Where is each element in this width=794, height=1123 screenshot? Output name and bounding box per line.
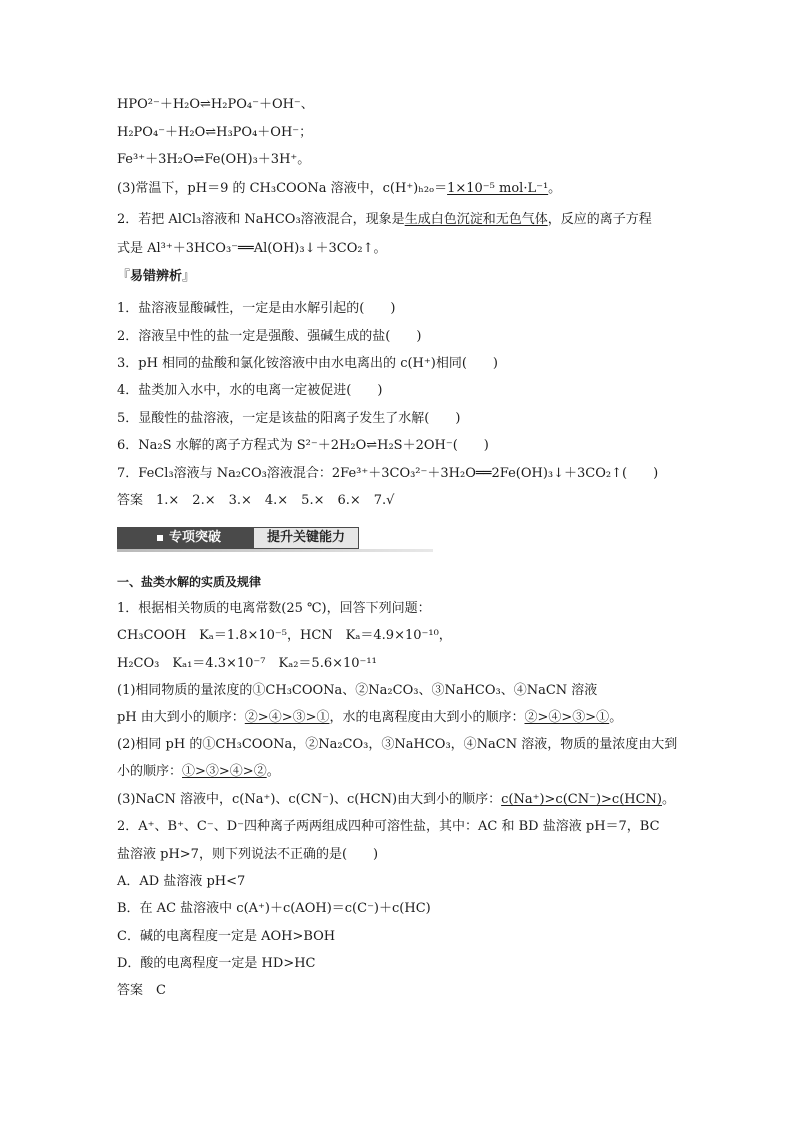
part-3-end: 。 bbox=[662, 792, 676, 807]
bracket-close: 』 bbox=[182, 269, 196, 284]
option-a: A．AD 盐溶液 pH<7 bbox=[117, 874, 246, 889]
part-3-text: (3)NaCN 溶液中，c(Na⁺)、c(CN⁻)、c(HCN)由大到小的顺序： bbox=[117, 792, 502, 807]
question-2-line-1 bbox=[117, 211, 652, 229]
error-item-1: 1．盐溶液显酸碱性，一定是由水解引起的( ) bbox=[117, 301, 396, 316]
part-1-end: 。 bbox=[609, 710, 623, 725]
bracket-open: 『 bbox=[117, 269, 131, 284]
banner-subtitle: 提升关键能力 bbox=[253, 527, 359, 549]
error-item-2: 2．溶液呈中性的盐一定是强酸、强碱生成的盐( ) bbox=[117, 329, 422, 344]
part-2-text: 小的顺序： bbox=[117, 764, 183, 779]
constants-line-2: H₂CO₃ Kₐ₁＝4.3×10⁻⁷ Kₐ₂＝5.6×10⁻¹¹ bbox=[117, 656, 377, 671]
part-1-text-mid: ，水的电离程度由大到小的顺序： bbox=[329, 710, 525, 725]
error-answer: 答案 1.× 2.× 3.× 4.× 5.× 6.× 7.√ bbox=[117, 493, 395, 508]
question-1-stem: 1．根据相关物质的电离常数(25 ℃)，回答下列问题： bbox=[117, 601, 431, 616]
error-item-4: 4．盐类加入水中，水的电离一定被促进( ) bbox=[117, 383, 383, 398]
equation-fe: Fe³⁺＋3H₂O⇌Fe(OH)₃＋3H⁺。 bbox=[117, 152, 311, 167]
part-2-answer: ①>③>④>② bbox=[182, 764, 267, 779]
error-item-6: 6．Na₂S 水解的离子方程式为 S²⁻＋2H₂O⇌H₂S＋2OH⁻( ) bbox=[117, 438, 489, 453]
part-1-text: pH 由大到小的顺序： bbox=[117, 710, 245, 725]
part-2-end: 。 bbox=[266, 764, 280, 779]
error-analysis-title: 易错辨析 bbox=[130, 269, 183, 284]
question-3-answer: 1×10⁻⁵ mol·L⁻¹ bbox=[447, 181, 549, 196]
option-c: C．碱的电离程度一定是 AOH>BOH bbox=[117, 929, 336, 944]
part-2-line-2 bbox=[117, 763, 280, 781]
question-3-line bbox=[117, 180, 561, 198]
part-1-answer-ph: ②>④>③>① bbox=[244, 710, 330, 725]
question-2b-line-1: 2．A⁺、B⁺、C⁻、D⁻四种离子两两组成四种可溶性盐，其中：AC 和 BD 盐溶液 pH＝7，BC bbox=[117, 819, 660, 834]
banner-rule bbox=[117, 549, 433, 552]
banner-title: 专项突破 bbox=[169, 530, 222, 545]
question-2-text: 2．若把 AlCl₃溶液和 NaHCO₃溶液混合，现象是 bbox=[117, 212, 405, 227]
part-1-line-2 bbox=[117, 709, 622, 727]
section-banner bbox=[117, 527, 433, 551]
part-2-line-1: (2)相同 pH 的①CH₃COONa，②Na₂CO₃，③NaHCO₃，④NaCN 溶液，物质的量浓度由大到 bbox=[117, 737, 678, 752]
part-1-line-1: (1)相同物质的量浓度的①CH₃COONa、②Na₂CO₃、③NaHCO₃、④NaCN 溶液 bbox=[117, 683, 598, 698]
option-b: B．在 AC 盐溶液中 c(A⁺)＋c(AOH)＝c(C⁻)＋c(HC) bbox=[117, 901, 431, 916]
option-d: D．酸的电离程度一定是 HD>HC bbox=[117, 956, 316, 971]
banner-dark-block bbox=[117, 527, 253, 549]
error-analysis-heading bbox=[117, 268, 195, 286]
constants-line-1: CH₃COOH Kₐ＝1.8×10⁻⁵，HCN Kₐ＝4.9×10⁻¹⁰， bbox=[117, 628, 452, 643]
error-item-3: 3．pH 相同的盐酸和氯化铵溶液中由水电离出的 c(H⁺)相同( ) bbox=[117, 356, 498, 371]
error-item-7: 7．FeCl₃溶液与 Na₂CO₃溶液混合：2Fe³⁺＋3CO₃²⁻＋3H₂O══2Fe(OH)₃↓＋3CO₂↑( ) bbox=[117, 466, 659, 481]
question-2-line-2: 式是 Al³⁺＋3HCO₃⁻══Al(OH)₃↓＋3CO₂↑。 bbox=[117, 241, 387, 256]
question-2b-answer: 答案 C bbox=[117, 983, 166, 998]
section-heading: 一、盐类水解的实质及规律 bbox=[117, 575, 262, 589]
part-3-answer: c(Na⁺)>c(CN⁻)>c(HCN) bbox=[501, 792, 662, 807]
question-2-answer: 生成白色沉淀和无色气体 bbox=[404, 212, 548, 227]
error-item-5: 5．显酸性的盐溶液，一定是该盐的阳离子发生了水解( ) bbox=[117, 411, 461, 426]
square-bullet-icon bbox=[157, 535, 163, 541]
equation-hpo4: HPO²⁻＋H₂O⇌H₂PO₄⁻＋OH⁻、 bbox=[117, 97, 314, 112]
equation-h2po4: H₂PO₄⁻＋H₂O⇌H₃PO₄＋OH⁻； bbox=[117, 125, 313, 140]
question-3-text: (3)常温下，pH＝9 的 CH₃COONa 溶液中，c(H⁺)ₕ₂ₒ＝ bbox=[117, 181, 448, 196]
question-3-end: 。 bbox=[548, 181, 562, 196]
part-3-line bbox=[117, 791, 675, 809]
part-1-answer-ionization: ②>④>③>① bbox=[524, 710, 610, 725]
question-2b-line-2: 盐溶液 pH>7，则下列说法不正确的是( ) bbox=[117, 847, 379, 862]
question-2-text-cont: ，反应的离子方程 bbox=[547, 212, 652, 227]
